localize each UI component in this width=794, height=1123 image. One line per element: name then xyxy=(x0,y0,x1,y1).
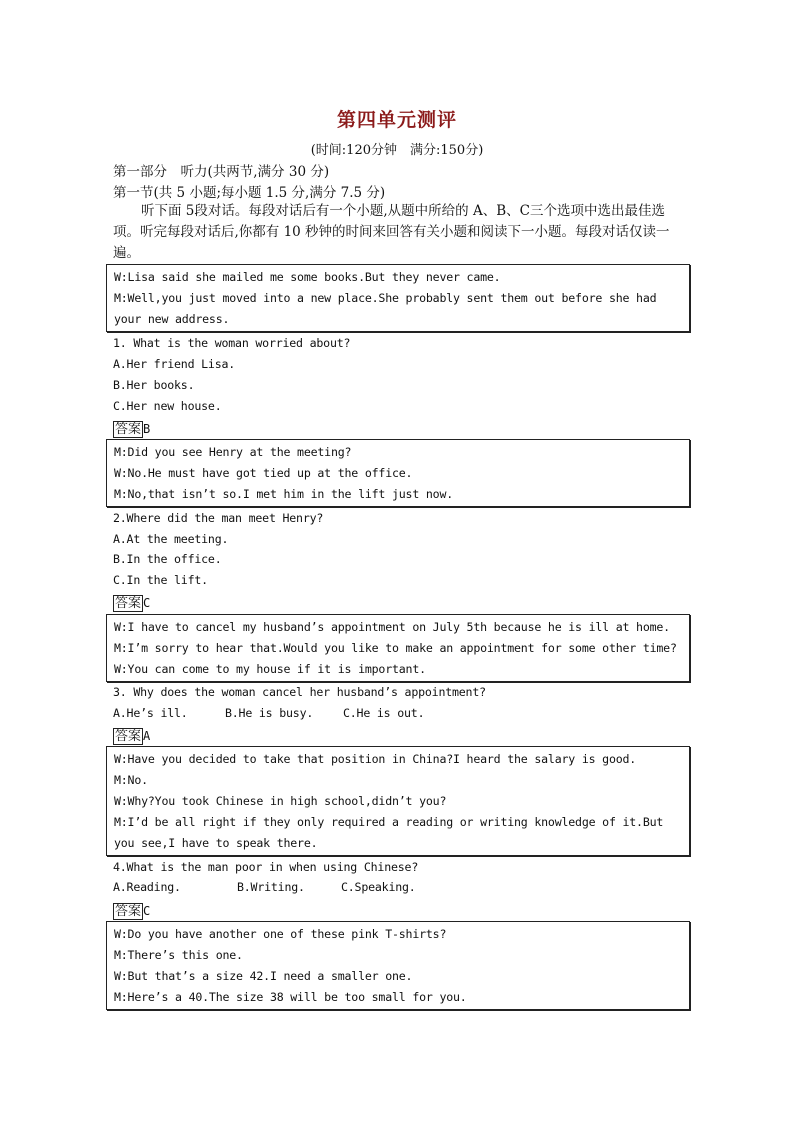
answer-2 xyxy=(113,592,150,611)
question-4: 4.What is the man poor in when using Chinese? xyxy=(113,860,419,874)
option-c: C.Speaking. xyxy=(341,880,416,894)
dialog-line: M:Well,you just moved into a new place.She probably sent them out before she had your new address. xyxy=(114,291,657,326)
page-title: 第四单元测评 xyxy=(336,109,457,131)
answer-label: 答案 xyxy=(115,422,142,437)
section-heading: 第一节(共 5 小题;每小题 1.5 分,满分 7.5 分) xyxy=(113,185,386,201)
exam-time-score: (时间:120分钟 满分:150分) xyxy=(310,143,484,158)
answer-value: A xyxy=(143,729,151,743)
dialog-line: M:Did you see Henry at the meeting? xyxy=(114,445,352,459)
dialog-line: M:There’s this one. xyxy=(114,948,243,962)
dialog-line: W:No.He must have got tied up at the office. xyxy=(114,466,413,480)
dialog-box-1 xyxy=(106,264,690,332)
dialog-line: W:I have to cancel my husband’s appointment on July 5th because he is ill at home. xyxy=(114,620,670,634)
options-row xyxy=(113,880,416,894)
dialog-line: M:No,that isn’t so.I met him in the lift just now. xyxy=(114,487,454,501)
answer-label: 答案 xyxy=(115,904,142,919)
option-c: C.In the lift. xyxy=(113,573,208,587)
question-3: 3. Why does the woman cancel her husband’s appointment? xyxy=(113,685,486,699)
option-a: A.He’s ill. xyxy=(113,706,188,720)
dialog-line: W:Lisa said she mailed me some books.But they never came. xyxy=(114,270,501,284)
option-a: A.Reading. xyxy=(113,880,181,894)
option-a: A.Her friend Lisa. xyxy=(113,357,236,371)
option-b: B.Her books. xyxy=(113,378,195,392)
question-1: 1. What is the woman worried about? xyxy=(113,336,351,350)
answer-value: C xyxy=(143,904,151,918)
dialog-line: W:Have you decided to take that position in China?I heard the salary is good. xyxy=(114,752,637,766)
dialog-box-4 xyxy=(106,746,690,856)
listening-instructions: 听下面 5段对话。每段对话后有一个小题,从题中所给的 A、B、C三个选项中选出最佳选项。听完每段对话后,你都有 10 秒钟的时间来回答有关小题和阅读下一小题。每段对话仅读一遍。 xyxy=(113,203,670,261)
dialog-line: W:Why?You took Chinese in high school,didn’t you? xyxy=(114,794,447,808)
dialog-box-2 xyxy=(106,439,690,507)
answer-value: B xyxy=(143,422,151,436)
option-c: C.Her new house. xyxy=(113,399,222,413)
option-b: B.He is busy. xyxy=(225,706,314,720)
answer-4 xyxy=(113,900,150,919)
answer-label: 答案 xyxy=(115,596,142,611)
dialog-box-5 xyxy=(106,921,690,1010)
dialog-line: M:I’m sorry to hear that.Would you like to make an appointment for some other time? xyxy=(114,641,677,655)
dialog-line: W:But that’s a size 42.I need a smaller one. xyxy=(114,969,413,983)
answer-label: 答案 xyxy=(115,729,142,744)
question-2: 2.Where did the man meet Henry? xyxy=(113,511,324,525)
answer-value: C xyxy=(143,596,151,610)
dialog-box-3 xyxy=(106,614,690,682)
option-b: B.In the office. xyxy=(113,552,222,566)
dialog-line: M:No. xyxy=(114,773,148,787)
answer-3 xyxy=(113,725,150,744)
dialog-line: W:Do you have another one of these pink T-shirts? xyxy=(114,927,447,941)
option-b: B.Writing. xyxy=(237,880,305,894)
answer-1 xyxy=(113,418,150,437)
option-a: A.At the meeting. xyxy=(113,532,229,546)
option-c: C.He is out. xyxy=(343,706,425,720)
dialog-line: M:Here’s a 40.The size 38 will be too small for you. xyxy=(114,990,467,1004)
dialog-line: W:You can come to my house if it is important. xyxy=(114,662,426,676)
part-heading: 第一部分 听力(共两节,满分 30 分) xyxy=(113,164,330,180)
options-row xyxy=(113,706,424,720)
dialog-line: M:I’d be all right if they only required a reading or writing knowledge of it.But you see,I have to speak there. xyxy=(114,815,664,850)
